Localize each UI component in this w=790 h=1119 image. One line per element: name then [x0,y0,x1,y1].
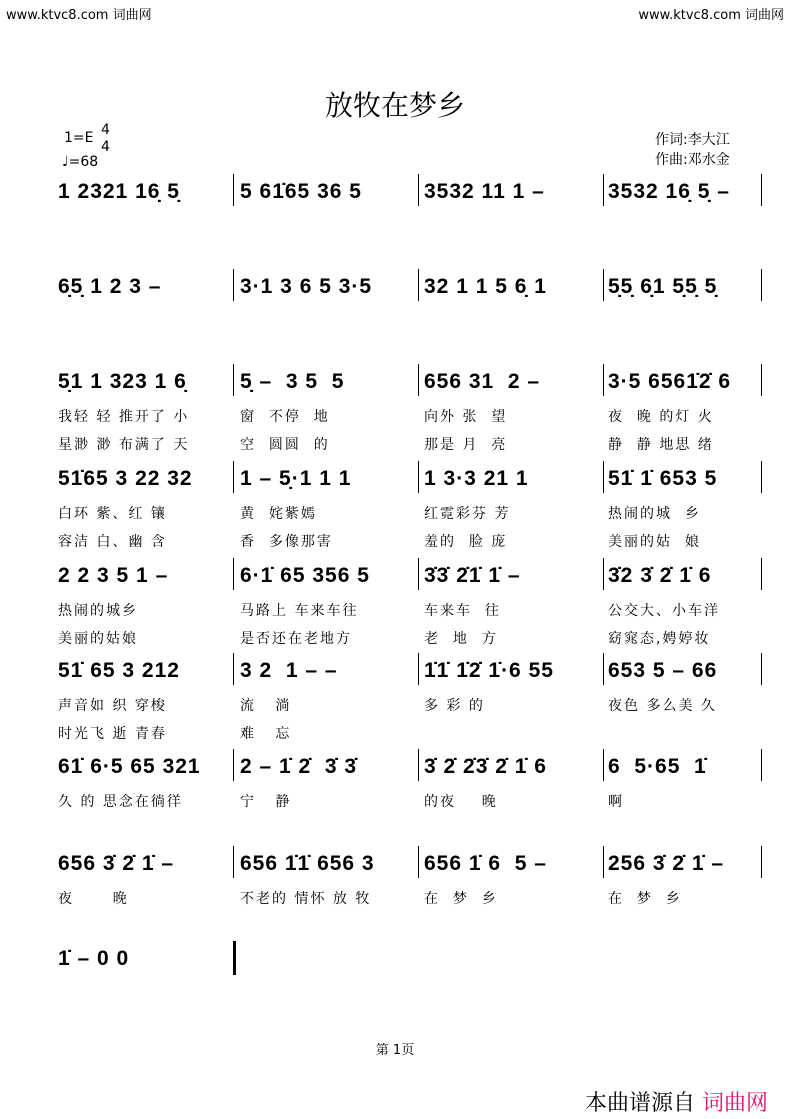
lyric-verse-1: 向外 张 望 [424,409,508,425]
barline [761,461,762,493]
barline [603,269,604,301]
measure-notes: 5̣ – 3 5 5 [240,370,345,393]
barline [233,269,234,301]
lyric-verse-1: 夜 晚 的灯 火 [608,409,714,425]
barline [418,846,419,878]
measure-notes: 3532 11 1 – [424,180,545,203]
lyric-verse-1: 红霓彩芬 芳 [424,506,511,522]
tempo: ♩=68 [62,154,99,170]
barline [418,558,419,590]
lyric-verse-2: 窈窕态,娉婷妆 [608,631,711,647]
lyric-verse-1: 夜 晚 [58,891,129,907]
measure-notes: 656 1̇1̇ 656 3 [240,852,375,875]
site-watermark-right: www.ktvc8.com 词曲网 [638,8,784,23]
lyric-verse-1: 在 梦 乡 [424,891,498,907]
lyric-verse-1: 我轻 轻 推开了 小 [58,409,190,425]
measure-notes: 1 2321 16̣ 5̣ [58,180,180,203]
measure-notes: 51̇ 65 3 212 [58,659,180,682]
measure-notes: 5 61̇65 36 5 [240,180,362,203]
lyric-verse-1: 的夜 晚 [424,794,498,810]
barline [761,653,762,685]
page-number: 第 1页 [375,1043,415,1058]
lyric-verse-2: 香 多像那害 [240,534,333,550]
measure-notes: 656 1̇ 6 5 – [424,852,547,875]
final-barline [233,941,236,975]
measure-notes: 3̇ 2̇ 2̇3̇ 2̇ 1̇ 6 [424,755,547,778]
measure-notes: 3532 16̣ 5̣ – [608,180,730,203]
measure-notes: 1 – 5̣·1 1 1 [240,467,352,490]
barline [603,364,604,396]
time-sig-top: 4 [101,122,110,138]
barline [233,364,234,396]
barline [603,653,604,685]
measure-notes: 6̣5̣ 1 2 3 – [58,275,162,298]
lyric-verse-1: 白环 紫、红 镶 [58,506,167,522]
lyric-verse-2: 美丽的姑 娘 [608,534,701,550]
measure-notes: 656 31 2 – [424,370,541,393]
lyric-verse-1: 窗 不停 地 [240,409,330,425]
lyric-verse-2: 空 圆圆 的 [240,437,330,453]
barline [761,749,762,781]
barline [233,846,234,878]
measure-notes: 5̣1 1 323 1 6̣ [58,370,187,393]
lyric-verse-1: 在 梦 乡 [608,891,682,907]
measure-notes: 656 3̇ 2̇ 1̇ – [58,852,175,875]
barline [418,653,419,685]
barline [233,174,234,206]
lyric-verse-1: 多 彩 的 [424,698,485,714]
barline [233,749,234,781]
barline [761,846,762,878]
barline [761,558,762,590]
measure-notes: 51̇ 1̇ 653 5 [608,467,718,490]
lyric-verse-2: 星渺 渺 布满了 天 [58,437,190,453]
lyric-verse-1: 马路上 车来车往 [240,603,359,619]
barline [233,653,234,685]
measure-notes: 32 1 1 5 6̣ 1 [424,275,547,298]
barline [603,749,604,781]
barline [761,269,762,301]
lyric-verse-2: 静 静 地思 绪 [608,437,714,453]
measure-notes: 256 3̇ 2̇ 1̇ – [608,852,725,875]
barline [418,749,419,781]
measure-notes: 2 2 3 5 1 – [58,564,169,587]
lyric-verse-2: 羞的 脸 庞 [424,534,508,550]
lyric-verse-2: 那是 月 亮 [424,437,508,453]
lyric-verse-1: 声音如 织 穿梭 [58,698,167,714]
lyric-verse-1: 流 淌 [240,698,292,714]
composer: 作曲:邓水金 [655,152,730,168]
barline [603,558,604,590]
barline [603,174,604,206]
lyric-verse-1: 热闹的城乡 [58,603,138,619]
measure-notes: 3̇3̇ 2̇1̇ 1̇ – [424,564,521,587]
measure-notes: 1̇1̇ 1̇2̇ 1̇·6 55 [424,659,554,682]
lyric-verse-1: 啊 [608,794,624,810]
measure-notes: 6 5·65 1̇ [608,755,707,778]
lyric-verse-2: 难 忘 [240,726,292,742]
barline [761,174,762,206]
measure-notes: 653 5 – 66 [608,659,718,682]
lyric-verse-1: 车来车 往 [424,603,501,619]
lyric-verse-2: 美丽的姑娘 [58,631,138,647]
site-watermark-left: www.ktvc8.com 词曲网 [6,8,152,23]
source-brand: 词曲网 [701,1091,768,1116]
measure-notes: 51̇65 3 22 32 [58,467,193,490]
measure-notes: 2 – 1̇ 2̇ 3̇ 3̇ [240,755,358,778]
barline [233,461,234,493]
measure-notes: 3 2 1 – – [240,659,338,682]
lyric-verse-1: 久 的 思念在徜徉 [58,794,183,810]
barline [418,269,419,301]
measure-notes: 5̣5̣ 6̣1 5̣5̣ 5̣ [608,275,718,298]
lyric-verse-2: 容洁 白、幽 含 [58,534,167,550]
key-signature: 1=E [64,130,94,146]
lyric-verse-1: 热闹的城 乡 [608,506,701,522]
source-prefix: 本曲谱源自 [584,1091,695,1116]
barline [603,461,604,493]
measure-notes: 61̇ 6·5 65 321 [58,755,201,778]
measure-notes: 3·1 3 6 5 3·5 [240,275,373,298]
barline [603,846,604,878]
lyricist: 作词:李大江 [655,132,730,148]
barline [418,364,419,396]
lyric-verse-2: 是否还在老地方 [240,631,352,647]
barline [761,364,762,396]
lyric-verse-1: 公交大、小车洋 [608,603,720,619]
barline [233,558,234,590]
lyric-verse-1: 夜色 多么美 久 [608,698,717,714]
measure-notes: 3̇2 3̇ 2̇ 1̇ 6 [608,564,712,587]
time-sig-bottom: 4 [101,139,110,155]
measure-notes: 6·1̇ 65 356 5 [240,564,370,587]
barline [418,461,419,493]
measure-notes: 1 3·3 21 1 [424,467,529,490]
lyric-verse-1: 不老的 情怀 放 牧 [240,891,372,907]
lyric-verse-2: 老 地 方 [424,631,498,647]
measure-notes: 3·5 6561̇2̇ 6 [608,370,732,393]
measure-notes: 1̇ – 0 0 [58,947,130,970]
source-credit [585,1086,768,1117]
barline [418,174,419,206]
lyric-verse-2: 时光飞 逝 青春 [58,726,167,742]
lyric-verse-1: 黄 姹紫嫣 [240,506,317,522]
lyric-verse-1: 宁 静 [240,794,292,810]
song-title: 放牧在梦乡 [324,89,465,122]
